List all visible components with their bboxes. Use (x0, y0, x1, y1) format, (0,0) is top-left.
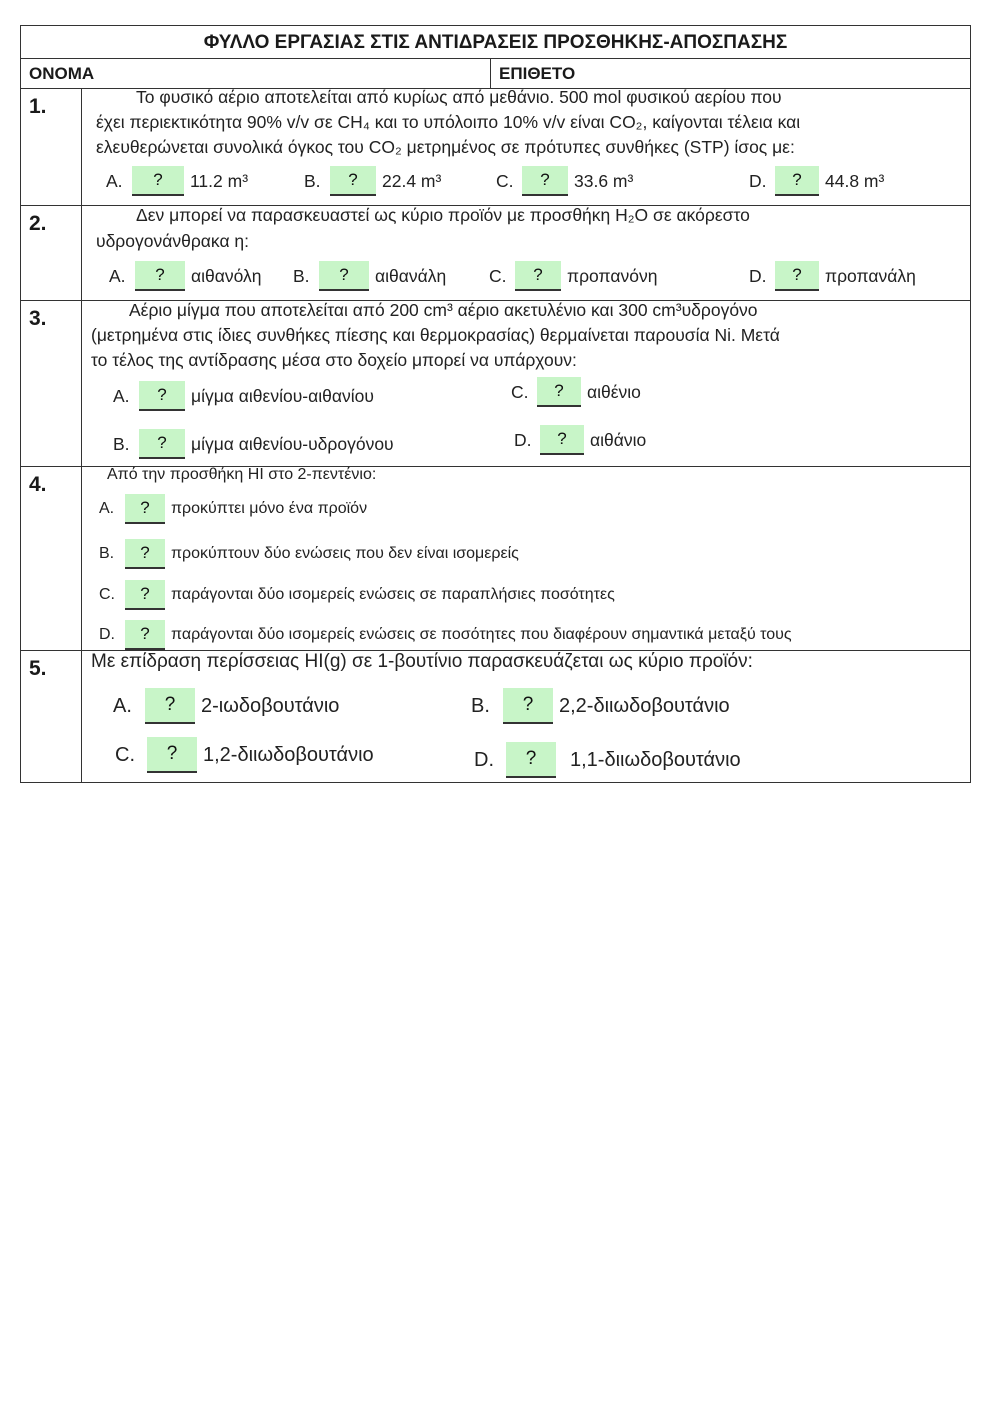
option-letter: D. (749, 170, 767, 191)
question-stem-line: Δεν μπορεί να παρασκευαστεί ως κύριο προϊόν με προσθήκη H₂O σε ακόρεστο (136, 205, 750, 225)
answer-option-a (106, 166, 248, 196)
option-text: 22.4 m³ (382, 170, 442, 191)
answer-option-c (489, 261, 657, 291)
question-number: 4. (29, 473, 47, 496)
question-stem-line: Από την προσθήκη HI στο 2-πεντένιο: (107, 466, 377, 483)
question-number: 2. (29, 212, 47, 235)
option-letter: B. (113, 433, 130, 454)
option-letter: D. (474, 748, 494, 771)
option-letter: C. (511, 381, 529, 402)
question-2 (21, 206, 970, 301)
answer-option-b (293, 261, 446, 291)
answer-option-d (749, 261, 916, 291)
answer-blank[interactable]: ? (125, 539, 165, 569)
answer-blank[interactable]: ? (147, 737, 197, 773)
answer-blank[interactable]: ? (515, 261, 561, 291)
answer-blank[interactable]: ? (132, 166, 184, 196)
answer-option-c (99, 580, 615, 610)
question-stem-line: ελευθερώνεται συνολικά όγκος του CO₂ μετρημένος σε πρότυπες συνθήκες (STP) ίσος με: (96, 137, 795, 157)
name-field-label: ΟΝΟΜΑ (29, 64, 95, 83)
worksheet-title: ΦΥΛΛΟ ΕΡΓΑΣΙΑΣ ΣΤΙΣ ΑΝΤΙΔΡΑΣΕΙΣ ΠΡΟΣΘΗΚΗΣ-ΑΠΟΣΠΑΣΗΣ (21, 26, 970, 59)
answer-option-d (514, 425, 646, 455)
option-letter: C. (496, 170, 514, 191)
question-stem-line: Το φυσικό αέριο αποτελείται από κυρίως από μεθάνιο. 500 mol φυσικού αερίου που (136, 87, 782, 107)
question-3 (21, 301, 970, 467)
option-letter: A. (99, 500, 115, 517)
question-number: 3. (29, 307, 47, 330)
option-letter: A. (109, 265, 126, 286)
option-text: αιθένιο (587, 381, 641, 402)
option-text: 1,1-διιωδοβουτάνιο (570, 748, 741, 771)
answer-option-b (304, 166, 441, 196)
answer-blank[interactable]: ? (125, 580, 165, 610)
option-letter: C. (489, 265, 507, 286)
answer-blank[interactable]: ? (775, 166, 819, 196)
option-letter: D. (514, 429, 532, 450)
question-stem-line: Με επίδραση περίσσειας HI(g) σε 1-βουτίνιο παρασκευάζεται ως κύριο προϊόν: (91, 651, 753, 672)
option-text: 2-ιωδοβουτάνιο (201, 694, 340, 717)
answer-blank[interactable]: ? (135, 261, 185, 291)
option-letter: B. (293, 265, 310, 286)
question-stem-line: (μετρημένα στις ίδιες συνθήκες πίεσης και θερμοκρασίας) θερμαίνεται παρουσία Ni. Μετά (91, 325, 780, 345)
answer-option-c (115, 737, 374, 773)
answer-option-c (511, 377, 641, 407)
option-text: μίγμα αιθενίου-αιθανίου (191, 385, 374, 406)
answer-blank[interactable]: ? (319, 261, 369, 291)
option-text: προπανάλη (825, 265, 916, 286)
option-letter: B. (304, 170, 321, 191)
option-text: παράγονται δύο ισομερείς ενώσεις σε παραπλήσιες ποσότητες (171, 586, 615, 603)
answer-blank[interactable]: ? (330, 166, 376, 196)
question-divider (81, 651, 82, 782)
option-text: 1,2-διιωδοβουτάνιο (203, 743, 374, 766)
option-text: αιθανάλη (375, 265, 447, 286)
answer-blank[interactable]: ? (540, 425, 584, 455)
question-1 (21, 89, 970, 206)
answer-option-d (99, 620, 792, 650)
answer-blank[interactable]: ? (775, 261, 819, 291)
answer-option-d (474, 742, 741, 778)
answer-blank[interactable]: ? (139, 429, 185, 459)
question-number: 1. (29, 95, 47, 118)
option-letter: D. (99, 626, 115, 643)
answer-option-b (471, 688, 730, 724)
answer-blank[interactable]: ? (125, 494, 165, 524)
option-letter: B. (99, 545, 115, 562)
option-text: προκύπτει μόνο ένα προϊόν (171, 500, 368, 517)
answer-blank[interactable]: ? (537, 377, 581, 407)
question-5 (21, 651, 970, 782)
question-stem-line: υδρογονάνθρακα η: (96, 231, 250, 251)
question-divider (81, 301, 82, 466)
option-text: αιθανόλη (191, 265, 262, 286)
option-letter: A. (106, 170, 123, 191)
answer-blank[interactable]: ? (522, 166, 568, 196)
option-letter: B. (471, 694, 490, 717)
option-letter: D. (749, 265, 767, 286)
question-divider (81, 467, 82, 650)
option-text: 11.2 m³ (190, 170, 249, 191)
answer-option-b (99, 539, 519, 569)
option-text: 2,2-διιωδοβουτάνιο (559, 694, 730, 717)
answer-blank[interactable]: ? (125, 620, 165, 650)
answer-option-d (749, 166, 884, 196)
answer-option-a (99, 494, 367, 524)
option-text: προπανόνη (567, 265, 658, 286)
option-letter: C. (99, 586, 115, 603)
question-stem-line: Αέριο μίγμα που αποτελείται από 200 cm³ αέριο ακετυλένιο και 300 cm³υδρογόνο (129, 300, 758, 320)
answer-blank[interactable]: ? (145, 688, 195, 724)
option-letter: C. (115, 743, 135, 766)
question-4 (21, 467, 970, 651)
option-letter: A. (113, 385, 130, 406)
option-text: 33.6 m³ (574, 170, 634, 191)
option-text: μίγμα αιθενίου-υδρογόνου (191, 433, 394, 454)
question-number: 5. (29, 657, 47, 680)
option-text: αιθάνιο (590, 429, 647, 450)
answer-blank[interactable]: ? (503, 688, 553, 724)
question-stem-line: έχει περιεκτικότητα 90% v/v σε CH₄ και το υπόλοιπο 10% v/v είναι CO₂, καίγονται τέλεια και (96, 112, 801, 132)
answer-option-a (109, 261, 262, 291)
field-divider (490, 59, 491, 88)
question-divider (81, 89, 82, 205)
question-divider (81, 206, 82, 300)
option-text: 44.8 m³ (825, 170, 885, 191)
surname-field-label: ΕΠΙΘΕΤΟ (499, 64, 576, 83)
question-stem-line: το τέλος της αντίδρασης μέσα στο δοχείο μπορεί να υπάρχουν: (91, 350, 577, 370)
answer-option-a (113, 688, 339, 724)
answer-blank[interactable]: ? (506, 742, 556, 778)
answer-blank[interactable]: ? (139, 381, 185, 411)
worksheet (20, 25, 971, 783)
answer-option-a (113, 381, 374, 411)
option-text: προκύπτουν δύο ενώσεις που δεν είναι ισομερείς (171, 545, 519, 562)
answer-option-b (113, 429, 394, 459)
option-text: παράγονται δύο ισομερείς ενώσεις σε ποσότητες που διαφέρουν σημαντικά μεταξύ τους (171, 626, 792, 643)
option-letter: A. (113, 694, 132, 717)
answer-option-c (496, 166, 633, 196)
